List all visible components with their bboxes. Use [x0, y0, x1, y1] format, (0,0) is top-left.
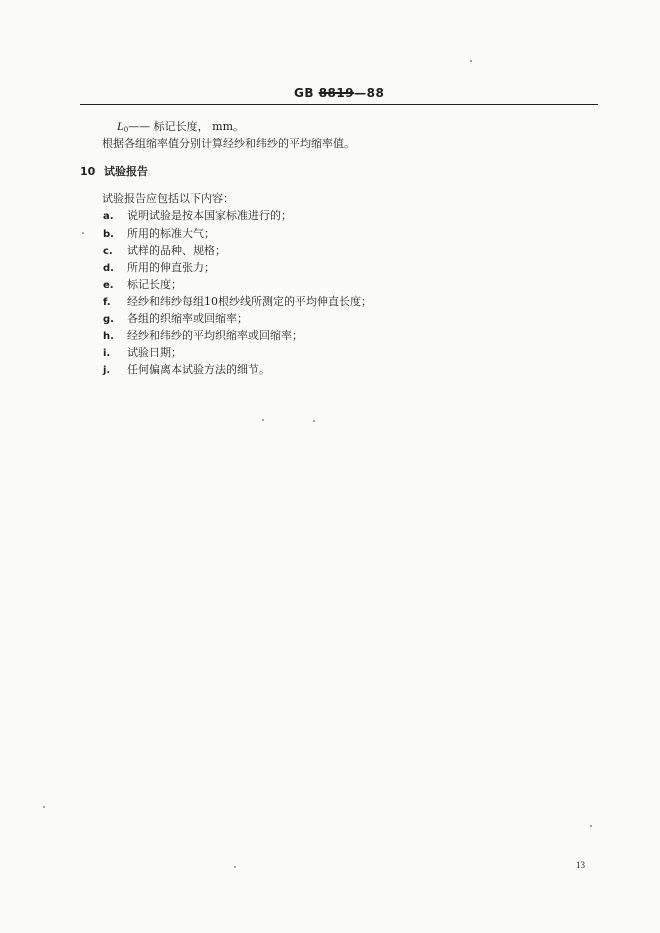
formula-subscript: 0 — [123, 126, 129, 134]
list-item — [103, 261, 215, 275]
item-letter: c. — [103, 246, 113, 257]
section-title: 试验报告 — [104, 165, 148, 178]
item-letter: h. — [103, 331, 114, 342]
scan-speck — [262, 419, 264, 421]
item-text: 标记长度； — [127, 278, 182, 291]
page-number: 13 — [576, 860, 585, 870]
document-header — [294, 86, 384, 100]
header-rule — [80, 104, 598, 105]
formula-definition — [117, 120, 244, 137]
list-item — [103, 329, 303, 343]
formula-symbol: L — [117, 119, 124, 133]
list-item — [103, 295, 372, 309]
item-text: 说明试验是按本国家标准进行的； — [127, 209, 292, 222]
item-text: 经纱和纬纱的平均织缩率或回缩率； — [127, 329, 303, 342]
calculation-note: 根据各组缩率值分别计算经纱和纬纱的平均缩率值。 — [102, 137, 355, 150]
item-text: 各组的织缩率或回缩率； — [127, 312, 248, 325]
list-item — [103, 278, 182, 292]
item-letter: i. — [103, 348, 111, 359]
item-letter: e. — [103, 280, 114, 291]
scan-speck — [590, 825, 592, 827]
item-letter: b. — [103, 229, 114, 240]
item-text: 任何偏离本试验方法的细节。 — [127, 363, 270, 376]
list-item — [103, 346, 182, 360]
item-letter: j. — [103, 365, 111, 376]
item-letter: f. — [103, 297, 111, 308]
scan-speck — [234, 866, 236, 868]
item-letter: g. — [103, 314, 114, 325]
section-intro: 试验报告应包括以下内容： — [102, 192, 234, 205]
scan-speck — [82, 232, 84, 234]
formula-description: —— 标记长度， mm。 — [128, 120, 245, 133]
item-text: 试验日期； — [127, 346, 182, 359]
standard-code: 8819 — [318, 86, 355, 100]
list-item — [103, 312, 248, 326]
section-heading — [80, 165, 148, 178]
scan-speck — [43, 806, 45, 808]
scan-speck — [470, 60, 472, 62]
list-item — [103, 363, 270, 377]
item-text: 经纱和纬纱每组10根纱线所测定的平均伸直长度； — [127, 295, 372, 308]
list-item — [103, 244, 226, 258]
scan-speck — [313, 420, 315, 422]
section-number: 10 — [80, 165, 96, 178]
item-text: 试样的品种、规格； — [127, 244, 226, 257]
item-letter: d. — [103, 263, 114, 274]
item-text: 所用的伸直张力； — [127, 261, 215, 274]
item-text: 所用的标准大气； — [127, 227, 215, 240]
item-letter: a. — [103, 211, 114, 222]
list-item — [103, 209, 292, 223]
list-item — [103, 227, 215, 241]
standard-prefix: GB — [294, 86, 314, 100]
standard-year: —88 — [354, 86, 385, 100]
